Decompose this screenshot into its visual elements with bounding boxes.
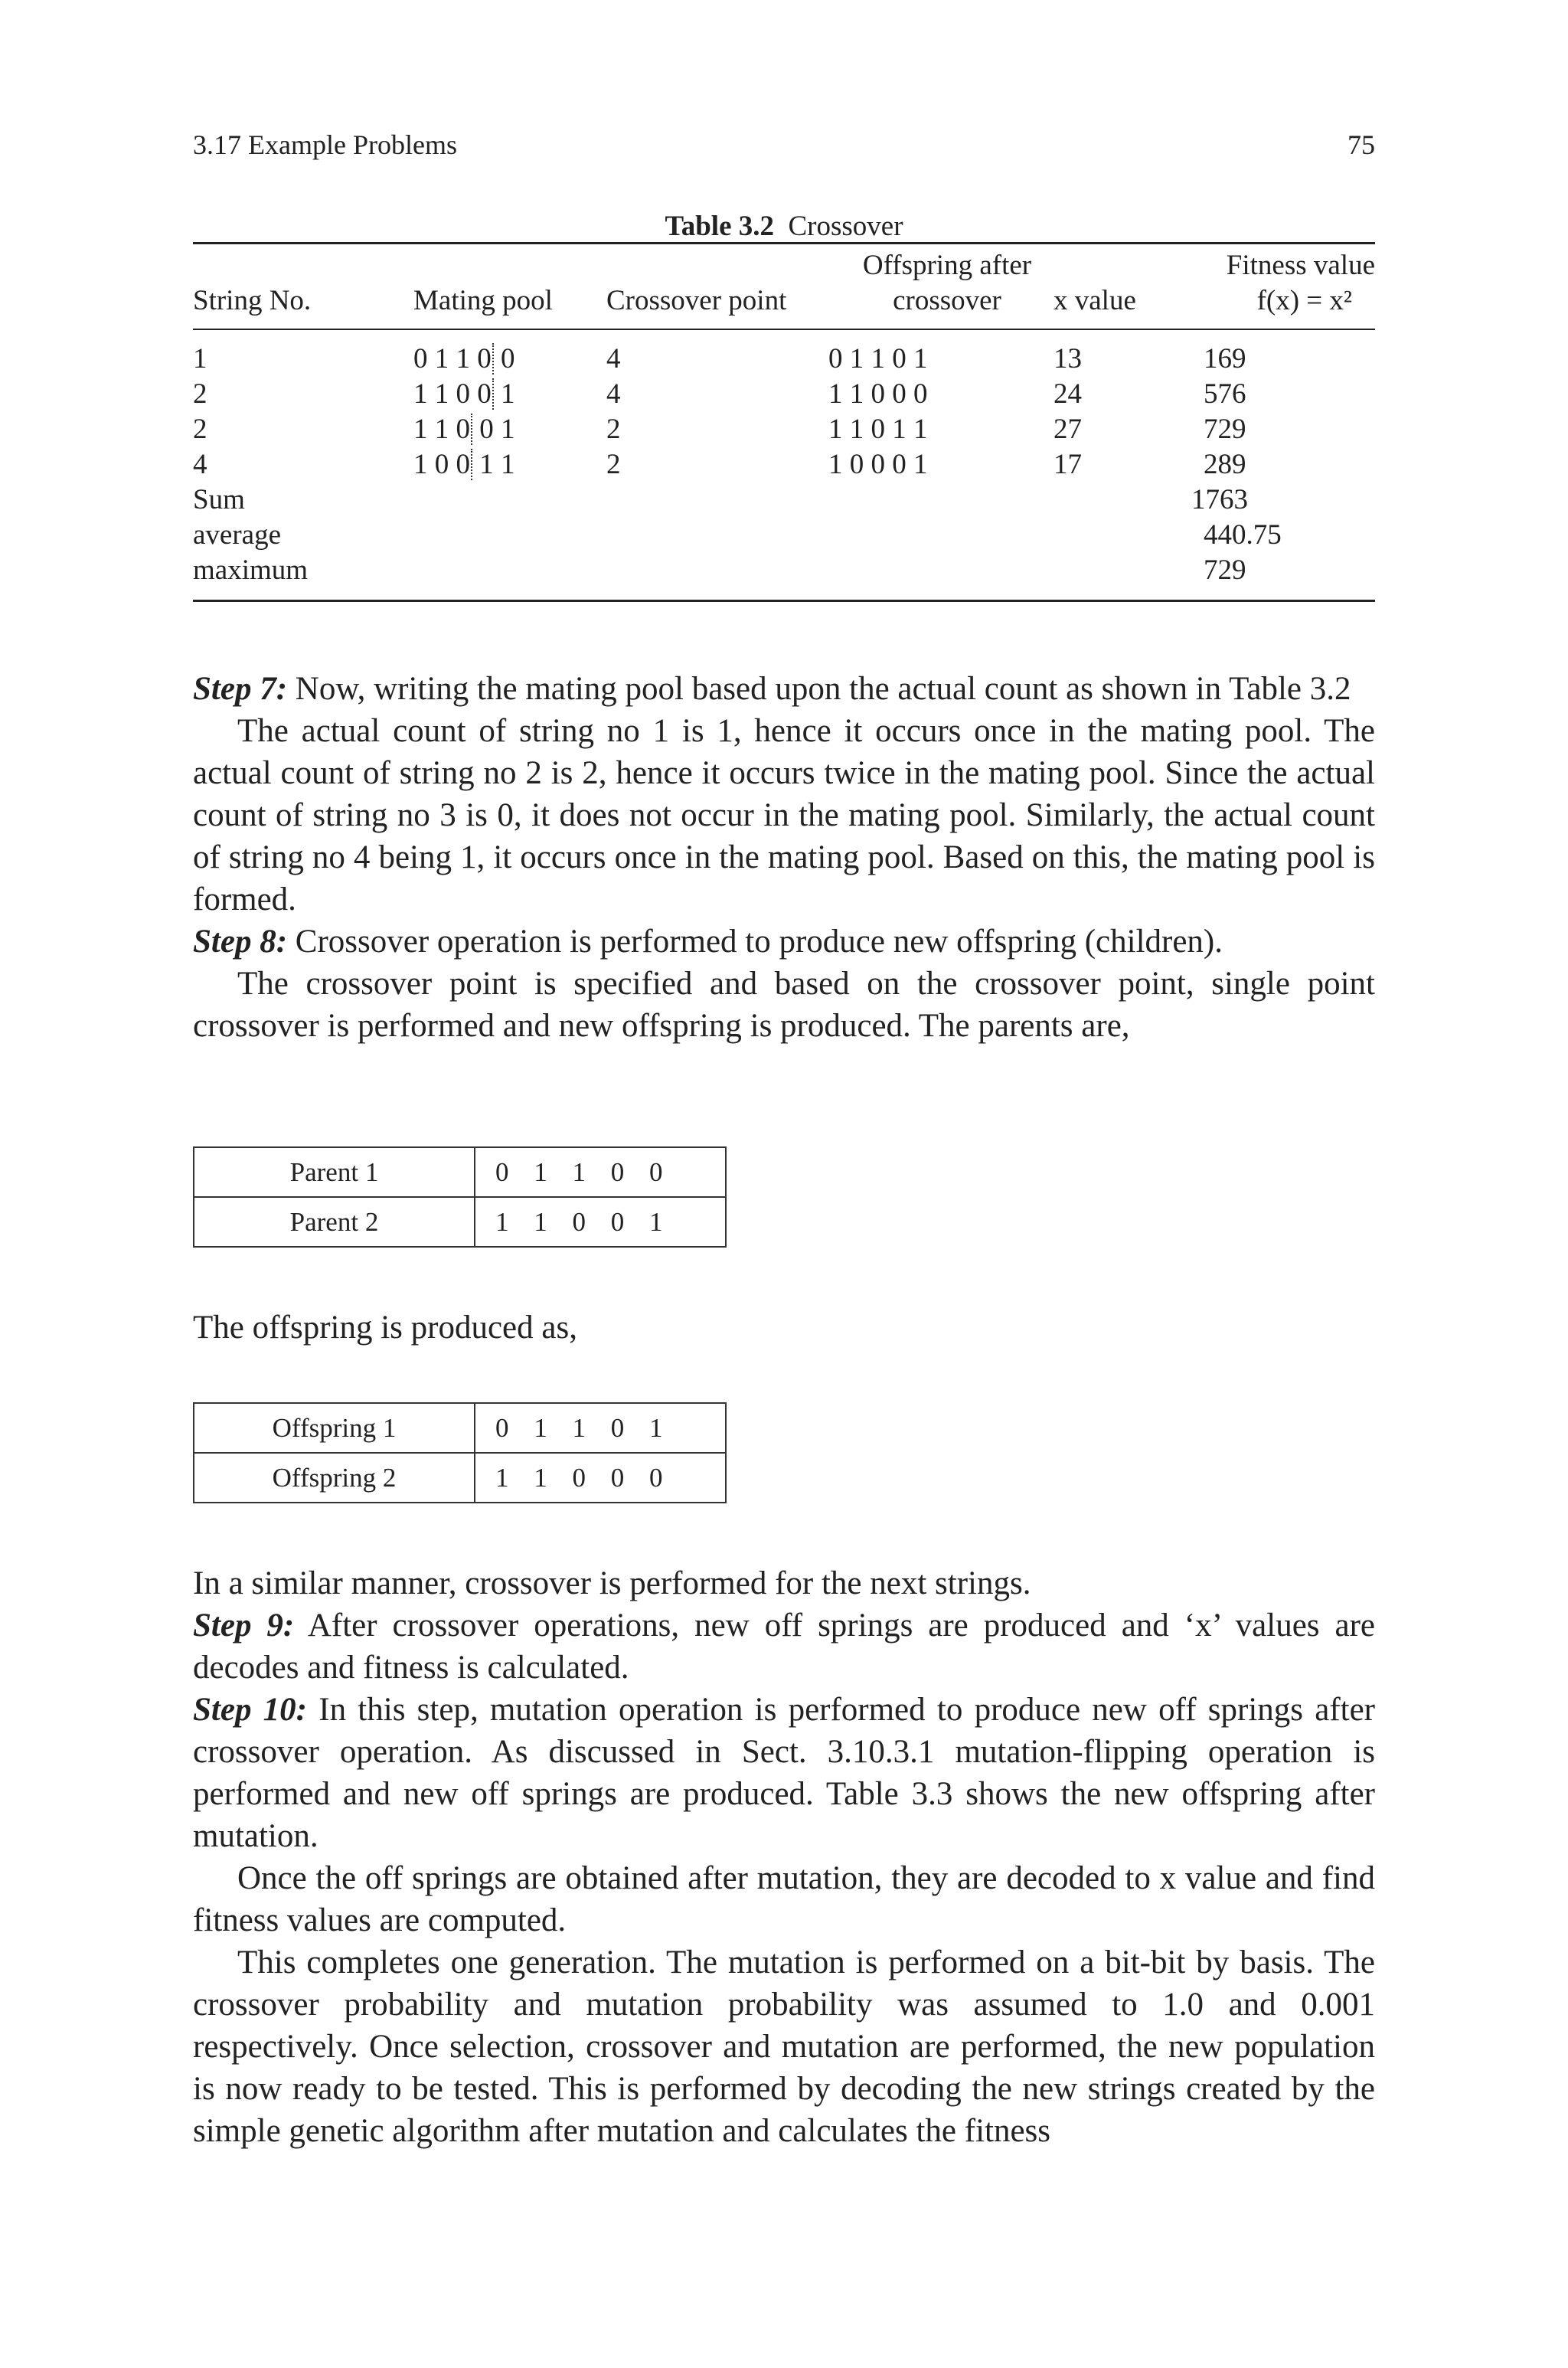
parent-label: Parent 2 <box>194 1197 475 1247</box>
crossover-point-paragraph: The crossover point is specified and based on the crossover point, single point crossover is performed and new offspring is produced. The parents are, <box>193 966 1375 1044</box>
cell-crossover-point: 4 <box>606 378 621 410</box>
table-row <box>193 413 1375 448</box>
table-row <box>193 448 1375 483</box>
summary-value: 440.75 <box>1204 519 1282 551</box>
table-row <box>193 378 1375 413</box>
table-body <box>193 330 1375 600</box>
text-block-step7-8 <box>193 668 1375 1047</box>
table-caption-title: Crossover <box>788 211 903 242</box>
running-head <box>193 129 1375 162</box>
table-caption-label: Table 3.2 <box>665 211 774 242</box>
mating-pool-left-bits: 1 0 0 <box>413 449 472 480</box>
header-offspring-line2: crossover <box>893 285 1001 316</box>
cell-crossover-point: 2 <box>606 414 621 445</box>
offspring-intro-block <box>193 1307 1375 1349</box>
mating-pool-right-bits: 0 <box>501 343 515 374</box>
decoded-paragraph: Once the off springs are obtained after mutation, they are decoded to x value and find fitness values are computed. <box>193 1860 1375 1938</box>
step9-text: After crossover operations, new off springs are produced and ‘x’ values are decodes and fitness is calculated. <box>193 1608 1375 1686</box>
summary-row-maximum <box>193 554 1375 589</box>
offspring-bits: 1 1 0 0 0 <box>475 1453 726 1503</box>
cell-fitness: 729 <box>1204 414 1246 445</box>
cell-string-no: 4 <box>193 449 207 480</box>
parent-bits: 0 1 1 0 0 <box>475 1147 726 1197</box>
summary-value: 1763 <box>1191 484 1248 515</box>
parent-label: Parent 1 <box>194 1147 475 1197</box>
offspring-label: Offspring 1 <box>194 1403 475 1453</box>
summary-label: Sum <box>193 484 245 515</box>
cell-fitness: 289 <box>1204 449 1246 480</box>
cell-mating-pool <box>413 378 515 410</box>
summary-row-average <box>193 518 1375 554</box>
header-mating-pool: Mating pool <box>413 285 553 316</box>
header-x-value: x value <box>1054 285 1136 316</box>
step8-paragraph <box>193 921 1375 963</box>
summary-value: 729 <box>1204 554 1246 586</box>
offspring-label: Offspring 2 <box>194 1453 475 1503</box>
header-offspring-line1: Offspring after <box>862 250 1032 281</box>
header-fitness-line2: f(x) = x² <box>1256 285 1352 316</box>
table-row <box>193 342 1375 378</box>
step8-text: Crossover operation is performed to produce new offspring (children). <box>287 924 1223 960</box>
cell-fitness: 576 <box>1204 378 1246 410</box>
header-crossover-point: Crossover point <box>606 285 787 316</box>
offspring-row <box>194 1403 726 1453</box>
summary-row-sum <box>193 483 1375 518</box>
step7-text: Now, writing the mating pool based upon the actual count as shown in Table 3.2 <box>287 671 1351 707</box>
header-fitness-line1: Fitness value <box>1226 250 1375 281</box>
cell-offspring: 1 1 0 0 0 <box>828 378 928 410</box>
header-string-no: String No. <box>193 285 312 316</box>
step10-paragraph <box>193 1689 1375 1857</box>
cell-offspring: 0 1 1 0 1 <box>828 343 928 374</box>
summary-label: average <box>193 519 282 551</box>
page-number: 75 <box>1348 129 1375 160</box>
cell-crossover-point: 2 <box>606 449 621 480</box>
parents-row <box>194 1147 726 1197</box>
parent-bits: 1 1 0 0 1 <box>475 1197 726 1247</box>
table-caption <box>193 210 1375 243</box>
section-title: 3.17 Example Problems <box>193 129 457 160</box>
step10-label: Step 10: <box>193 1692 308 1728</box>
summary-label: maximum <box>193 554 309 586</box>
cell-x-value: 13 <box>1054 343 1082 374</box>
mating-pool-left-bits: 1 1 0 <box>413 414 472 445</box>
step7-paragraph <box>193 668 1375 710</box>
mating-pool-left-bits: 0 1 1 0 <box>413 343 494 374</box>
table-header <box>193 244 1375 329</box>
crossover-table <box>193 242 1375 602</box>
offspring-intro-paragraph: The offspring is produced as, <box>193 1310 577 1346</box>
mating-pool-right-bits: 1 1 <box>479 449 515 480</box>
cell-fitness: 169 <box>1204 343 1246 374</box>
cell-mating-pool <box>413 413 515 446</box>
cell-offspring: 1 1 0 1 1 <box>828 414 928 445</box>
cell-offspring: 1 0 0 0 1 <box>828 449 928 480</box>
table-bottom-rule <box>193 600 1375 602</box>
mating-pool-right-bits: 0 1 <box>479 414 515 445</box>
step7-label: Step 7: <box>193 671 288 707</box>
offspring-bits: 0 1 1 0 1 <box>475 1403 726 1453</box>
cell-crossover-point: 4 <box>606 343 621 374</box>
generation-paragraph: This completes one generation. The mutation is performed on a bit-bit by basis. The crossover probability and mutation probability was assumed to 1.0 and 0.001 respectively. Once selection, crossover and mutation are performed, the new population is now ready to be tested. This is performed by decoding the new strings created by the simple genetic algorithm after mutation and calculates the fitness <box>193 1944 1375 2149</box>
cell-string-no: 2 <box>193 378 207 410</box>
cell-mating-pool <box>413 448 515 481</box>
parents-row <box>194 1197 726 1247</box>
cell-mating-pool <box>413 342 515 375</box>
cell-x-value: 27 <box>1054 414 1082 445</box>
parents-table <box>193 1146 727 1248</box>
mating-pool-left-bits: 1 1 0 0 <box>413 378 494 410</box>
step9-label: Step 9: <box>193 1608 295 1644</box>
cell-x-value: 24 <box>1054 378 1082 410</box>
offspring-row <box>194 1453 726 1503</box>
cell-string-no: 1 <box>193 343 207 374</box>
cell-x-value: 17 <box>1054 449 1082 480</box>
mating-pool-right-bits: 1 <box>501 378 515 410</box>
similar-paragraph: In a similar manner, crossover is performed for the next strings. <box>193 1565 1031 1601</box>
cell-string-no: 2 <box>193 414 207 445</box>
offspring-table <box>193 1402 727 1503</box>
step8-label: Step 8: <box>193 924 288 960</box>
step9-paragraph <box>193 1604 1375 1689</box>
step10-text: In this step, mutation operation is performed to produce new off springs after crossover operation. As discussed in Sect. 3.10.3.1 mutation-flipping operation is performed and new off springs are produced. Table 3.3 shows the new offspring after mutation. <box>193 1692 1375 1854</box>
text-block-step9-10 <box>193 1562 1375 2152</box>
actual-count-paragraph: The actual count of string no 1 is 1, hence it occurs once in the mating pool. The actual count of string no 2 is 2, hence it occurs twice in the mating pool. Since the actual count of string no 3 is 0, it does not occur in the mating pool. Similarly, the actual count of string no 4 being 1, it occurs once in the mating pool. Based on this, the mating pool is formed. <box>193 713 1375 917</box>
